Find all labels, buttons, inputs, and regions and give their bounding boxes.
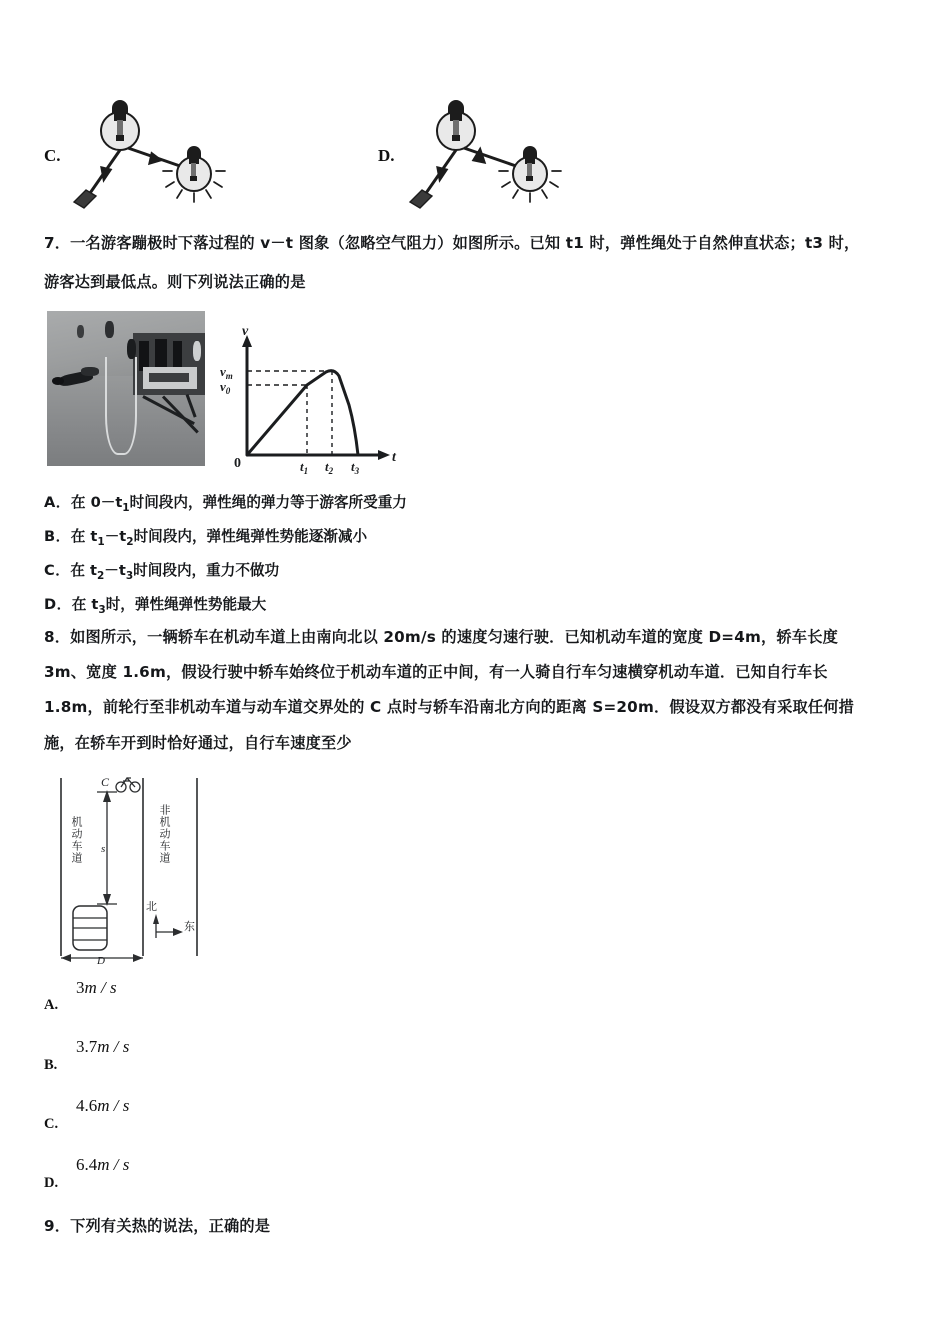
svg-text:t2: $t_2$: [325, 459, 334, 476]
svg-text:t: t: [392, 450, 396, 465]
q7-stem-text-1: 一名游客蹦极时下落过程的 v－t 图象（忽略空气阻力）如图所示。已知 t1 时，弹性绳处于自然伸直状态；t3 时，: [70, 234, 860, 252]
question-8-stem-line-1: [44, 626, 838, 647]
svg-text:t1: $t_1$: [300, 459, 309, 476]
q7-option-b-post: 时间段内，弹性绳弹性势能逐渐减小: [133, 528, 368, 545]
q8-option-a-value: [76, 978, 117, 998]
q7-option-c-sub1: 2: [96, 569, 105, 582]
bungee-photo: [47, 311, 205, 466]
q8-option-a-unit: m / s: [84, 978, 117, 997]
svg-text:D: D: [97, 955, 105, 967]
q8-option-b-number: 3.7: [76, 1037, 98, 1056]
q8-stem-text-1: 如图所示，一辆轿车在机动车道上由南向北以 20m/s 的速度匀速行驶．已知机动车道的宽度 D=4m，轿车长度: [70, 628, 838, 646]
non-motor-lane-label: 非机动车道: [157, 804, 171, 864]
svg-text:v: v: [242, 324, 249, 339]
option-c-figure: [68, 92, 233, 207]
option-d-figure: [404, 92, 569, 207]
q8-option-d-number: 6.4: [76, 1155, 98, 1174]
q7-option-b-label: B．: [44, 528, 71, 545]
question-8-stem-line-4: 施，在轿车开到时恰好通过，自行车速度至少: [44, 734, 352, 752]
q7-option-c-pre: 在 t: [70, 562, 97, 579]
q7-option-a-post: 时间段内，弹性绳的弹力等于游客所受重力: [129, 494, 407, 511]
q7-option-a: [44, 491, 407, 514]
q8-option-c-unit: m / s: [97, 1096, 130, 1115]
svg-text:v0: $v_0$: [220, 379, 231, 396]
q8-option-a-label: A.: [44, 997, 59, 1013]
question-8-stem-line-3: 1.8m，前轮行至非机动车道与动车道交界处的 C 点时与轿车沿南北方向的距离 S=20m．假设双方都没有采取任何措: [44, 698, 855, 716]
option-c-label: C.: [44, 146, 61, 165]
q7-option-c: [44, 559, 279, 582]
q7-option-b-sub1: 1: [97, 535, 105, 548]
question-9-stem: [44, 1215, 270, 1236]
q7-number: 7．: [44, 234, 71, 252]
q8-option-b-unit: m / s: [97, 1037, 130, 1056]
svg-text:vm: $v_m$: [220, 364, 233, 381]
svg-text:t3: $t_3$: [351, 459, 360, 476]
svg-text:C: C: [101, 775, 110, 789]
q7-option-a-label: A．: [44, 494, 71, 511]
q9-stem-text: 下列有关热的说法，正确的是: [70, 1217, 271, 1235]
q7-option-d-pre: 在 t: [71, 596, 99, 613]
q7-option-a-sub: 1: [122, 501, 130, 514]
q7-option-d-post: 时，弹性绳弹性势能最大: [105, 596, 267, 613]
svg-text:0: 0: [234, 456, 241, 471]
q8-option-c-value: [76, 1096, 129, 1116]
q7-option-b: [44, 525, 367, 548]
east-label: 东: [184, 920, 195, 933]
q8-option-d-value: [76, 1155, 129, 1175]
svg-text:s: s: [101, 843, 106, 855]
q7-option-b-mid: －t: [104, 528, 127, 545]
q7-option-d-label: D．: [44, 596, 72, 613]
q7-option-d: [44, 593, 266, 616]
q7-option-c-post: 时间段内，重力不做功: [133, 562, 280, 579]
q7-option-d-sub: 3: [98, 603, 106, 616]
q8-number: 8．: [44, 628, 71, 646]
motor-lane-label: 机动车道: [69, 816, 83, 864]
q7-option-c-sub2: 3: [125, 569, 134, 582]
q7-option-c-mid: －t: [104, 562, 126, 579]
q8-option-d-unit: m / s: [97, 1155, 130, 1174]
question-7-figure: [47, 311, 407, 476]
question-8-stem-line-2: 3m、宽度 1.6m，假设行驶中轿车始终位于机动车道的正中间，有一人骑自行车匀速横穿机动车道．已知自行车长: [44, 663, 828, 681]
q8-option-b-value: [76, 1037, 129, 1057]
q8-option-a-number: 3: [76, 978, 85, 997]
q7-option-a-pre: 在 0－t: [70, 494, 123, 511]
question-8-figure: [45, 768, 220, 966]
q9-number: 9．: [44, 1217, 71, 1235]
question-7-stem-line-2: 游客达到最低点。则下列说法正确的是: [44, 273, 306, 291]
north-label: 北: [146, 900, 157, 913]
q8-option-c-label: C.: [44, 1116, 59, 1132]
q7-option-b-sub2: 2: [126, 535, 134, 548]
question-7-stem-line-1: [44, 232, 859, 253]
velocity-time-graph: [212, 323, 402, 476]
q8-option-d-label: D.: [44, 1175, 59, 1191]
option-d-label: D.: [378, 146, 395, 165]
q7-option-b-pre: 在 t: [70, 528, 98, 545]
q8-option-c-number: 4.6: [76, 1096, 98, 1115]
q8-option-b-label: B.: [44, 1057, 58, 1073]
q7-option-c-label: C．: [44, 562, 71, 579]
